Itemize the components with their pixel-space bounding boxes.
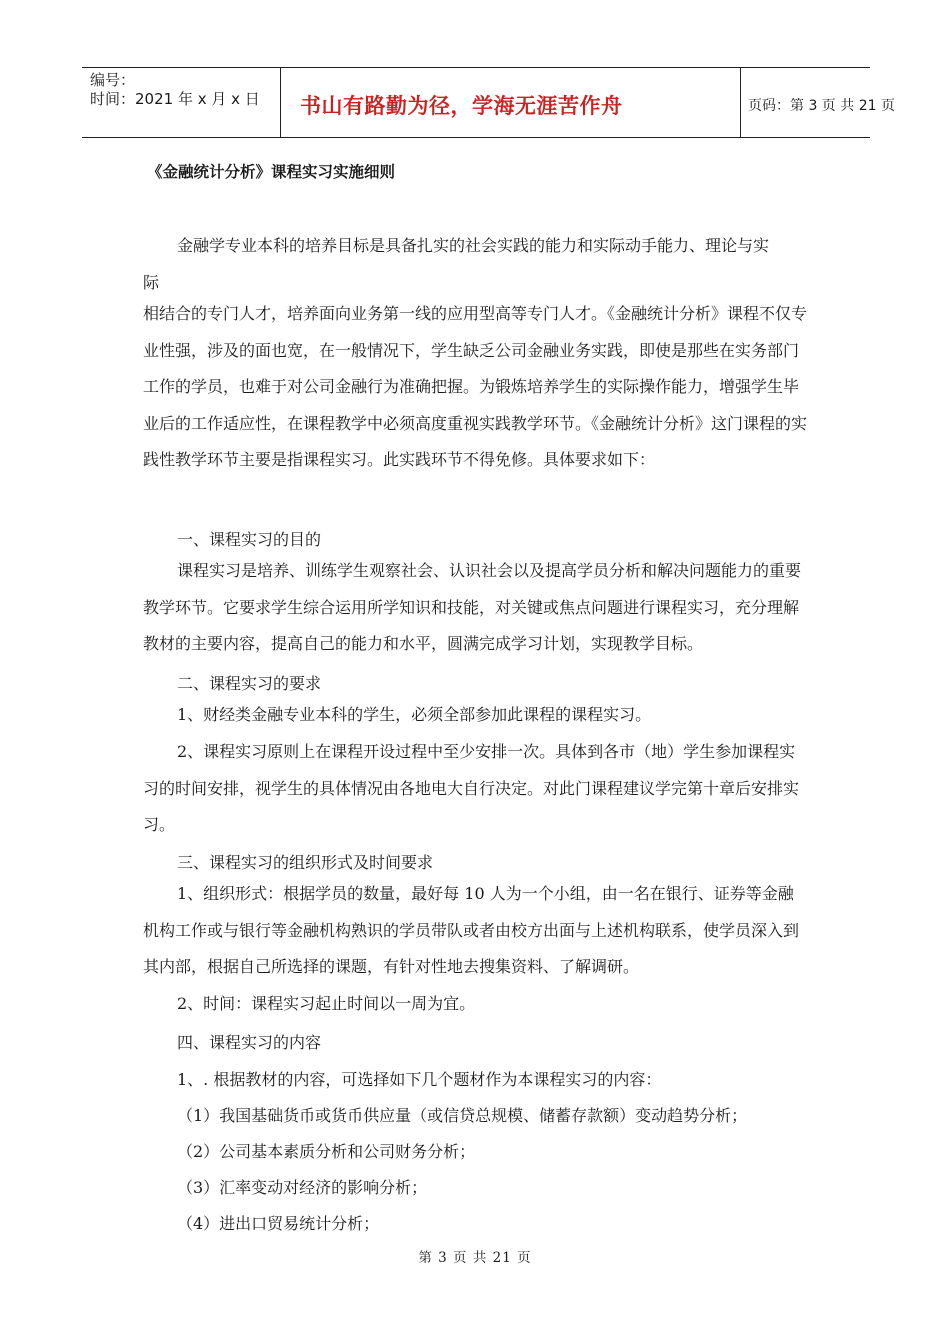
page-code: 页码：第 3 页 共 21 页: [748, 98, 895, 114]
section-3-item-1: 1、组织形式：根据学员的数量，最好每 10 人为一个小组，由一名在银行、证券等金融机构工作或与银行等金融机构熟识的学员带队或者由校方出面与上述机构联系，使学员深入到其内部，根据自己所选择的课题，有针对性地去搜集资料、了解调研。: [143, 884, 800, 976]
topic-item: （2）公司基本素质分析和公司财务分析；: [177, 1142, 476, 1161]
intro-paragraph: 相结合的专门人才，培养面向业务第一线的应用型高等专门人才。《金融统计分析》课程不仅专业性强，涉及的面也宽，在一般情况下，学生缺乏公司金融业务实践，即使是那些在实务部门工作的学员，也难于对公司金融行为准确把握。为锻炼培养学生的实际操作能力，增强学生毕业后的工作适应性，在课程教学中必须高度重视实践教学环节。《金融统计分析》这门课程的实践性教学环节主要是指课程实习。此实践环节不得免修。具体要求如下：: [143, 304, 808, 469]
header-page-cell: [740, 68, 895, 137]
section-3-item-2: 2、时间：课程实习起止时间以一周为宜。: [177, 994, 476, 1013]
section-2-heading: 二、课程实习的要求: [177, 674, 322, 693]
page-footer: 第 3 页 共 21 页: [418, 1250, 532, 1266]
intro-line-2: 际: [143, 273, 160, 292]
date-label: 时间：2021 年 x 月 x 日: [90, 90, 260, 108]
header-motto-cell: [280, 68, 741, 137]
page-header: [82, 67, 895, 138]
section-2-item-2: 2、课程实习原则上在课程开设过程中至少安排一次。具体到各市（地）学生参加课程实习的时间安排，视学生的具体情况由各地电大自行决定。对此门课程建议学完第十章后安排实习。: [143, 742, 800, 834]
motto: 书山有路勤为径，学海无涯苦作舟: [300, 94, 623, 118]
section-2-item-1: 1、财经类金融专业本科的学生，必须全部参加此课程的课程实习。: [177, 705, 652, 724]
section-1-body: 课程实习是培养、训练学生观察社会、认识社会以及提高学员分析和解决问题能力的重要教学环节。它要求学生综合运用所学知识和技能，对关键或焦点问题进行课程实习，充分理解教材的主要内容，提高自己的能力和水平，圆满完成学习计划，实现教学目标。: [143, 561, 802, 653]
section-4-item-1: 1、. 根据教材的内容，可选择如下几个题材作为本课程实习的内容：: [177, 1070, 662, 1089]
document-title: 《金融统计分析》课程实习实施细则: [147, 162, 396, 181]
section-1-heading: 一、课程实习的目的: [177, 530, 322, 549]
section-4-heading: 四、课程实习的内容: [177, 1033, 322, 1052]
doc-number-label: 编号：: [90, 71, 136, 89]
topic-item: （4）进出口贸易统计分析；: [177, 1214, 380, 1233]
topic-item: （3）汇率变动对经济的影响分析；: [177, 1178, 428, 1197]
intro-line-1: 金融学专业本科的培养目标是具备扎实的社会实践的能力和实际动手能力、理论与实: [177, 236, 770, 255]
topic-item: （1）我国基础货币或货币供应量（或信贷总规模、储蓄存款额）变动趋势分析；: [177, 1106, 748, 1125]
section-3-heading: 三、课程实习的组织形式及时间要求: [177, 853, 434, 872]
header-meta-cell: [82, 68, 281, 137]
